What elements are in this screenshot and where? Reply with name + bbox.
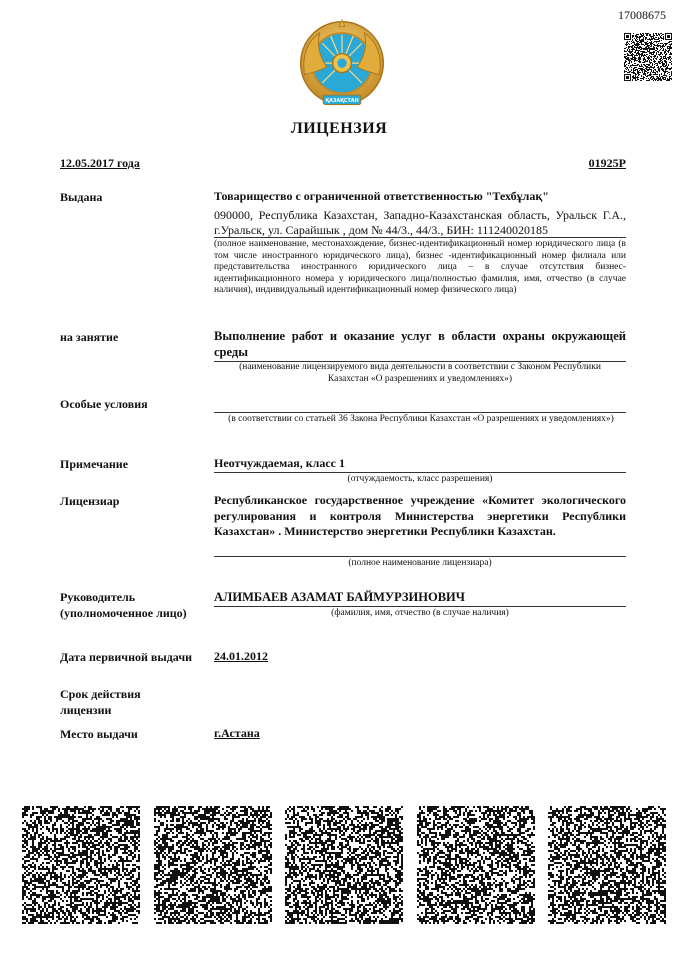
- license-number: 01925Р: [588, 156, 626, 170]
- issued-note: (полное наименование, местонахождение, бизнес-идентификационный номер юридического лица (в том числе иностранного юридического лица), бизнес -идентификационный номер филиала или представительства иностранного юридического лица – в случае отсутствия бизнес-идентификационного номера у юридического лица/полностью фамилия, имя, отчество (в случае наличия), индивидуальный идентификационный номер физического лица): [214, 239, 626, 295]
- first-issue-value: 24.01.2012: [214, 649, 268, 663]
- licensor-note: (полное наименование лицензиара): [348, 558, 492, 568]
- place-label: Место выдачи: [60, 727, 138, 741]
- place-value: г.Астана: [214, 726, 260, 740]
- remark-value: Неотчуждаемая, класс 1: [214, 456, 345, 470]
- special-rule: [214, 412, 626, 413]
- head-value: АЛИМБАЕВ АЗАМАТ БАЙМУРЗИНОВИЧ: [214, 590, 465, 604]
- qr-code-bottom-5: [548, 806, 666, 924]
- validity-label-line1: Срок действия: [60, 687, 141, 701]
- qr-code-bottom-3: [285, 806, 403, 924]
- document-title: ЛИЦЕНЗИЯ: [290, 120, 388, 137]
- qr-code-bottom-1: [22, 806, 140, 924]
- validity-label-line2: лицензии: [60, 703, 112, 717]
- activity-label: на занятие: [60, 330, 119, 344]
- licensor-rule: [214, 556, 626, 557]
- document-number: 17008675: [618, 8, 666, 22]
- head-rule: [214, 606, 626, 607]
- issue-date: 12.05.2017 года: [60, 156, 140, 170]
- issued-org-name: Товарищество с ограниченной ответственностью "Техбұлақ": [214, 189, 549, 203]
- validity-label: [60, 686, 141, 718]
- remark-rule: [214, 472, 626, 473]
- remark-note: (отчуждаемость, класс разрешения): [347, 474, 493, 484]
- head-note: (фамилия, имя, отчество (в случае наличия): [331, 608, 509, 618]
- first-issue-label: Дата первичной выдачи: [60, 650, 193, 664]
- special-note: (в соответствии со статьей 36 Закона Республики Казахстан «О разрешениях и уведомлениях»): [228, 414, 614, 424]
- head-label-line1: Руководитель: [60, 590, 136, 604]
- licensor-label: Лицензиар: [60, 494, 120, 508]
- remark-label: Примечание: [60, 457, 129, 471]
- state-emblem: [295, 18, 389, 112]
- svg-text:ҚАЗАҚСТАН: ҚАЗАҚСТАН: [325, 98, 359, 105]
- qr-code-bottom-4: [417, 806, 535, 924]
- qr-code-top: [624, 33, 672, 81]
- activity-value: Выполнение работ и оказание услуг в области охраны окружающей среды: [214, 329, 626, 359]
- qr-code-bottom-2: [154, 806, 272, 924]
- head-label: [60, 589, 187, 621]
- special-label: Особые условия: [60, 397, 148, 411]
- issued-rule: [214, 237, 626, 238]
- head-label-line2: (уполномоченное лицо): [60, 606, 187, 620]
- licensor-value: Республиканское государственное учреждение «Комитет экологического регулирования и контроля Министерства энергетики Республики Казахстан» . Министерство энергетики Республики Казахстан.: [214, 493, 626, 538]
- issued-address: 090000, Республика Казахстан, Западно-Казахстанская область, Уральск Г.А., г.Уральск, ул. Сарайшык , дом № 44/3., 44/3., БИН: 111240020185: [214, 208, 626, 237]
- issued-label: Выдана: [60, 190, 103, 204]
- activity-note: (наименование лицензируемого вида деятельности в соответствии с Законом Республики Казахстан «О разрешениях и уведомлениях»): [239, 362, 601, 384]
